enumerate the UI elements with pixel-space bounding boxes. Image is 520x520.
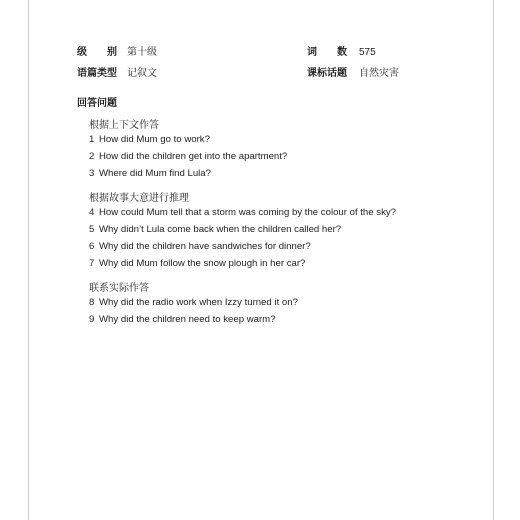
level-value: 第十级 (127, 47, 157, 58)
answer-questions-heading: 回答问题 (77, 98, 117, 109)
question-item: 5 Why didn’t Lula come back when the children called her? (89, 224, 342, 235)
words-label: 词 数 (307, 47, 347, 58)
genre-label: 语篇类型 (77, 68, 117, 79)
question-item: 3 Where did Mum find Lula? (89, 168, 211, 179)
question-item: 7 Why did Mum follow the snow plough in her car? (89, 258, 306, 269)
question-item: 6 Why did the children have sandwiches for dinner? (89, 241, 311, 252)
topic-label: 课标话题 (307, 68, 347, 79)
question-item: 4 How could Mum tell that a storm was coming by the colour of the sky? (89, 207, 396, 218)
section-title-context: 根据上下文作答 (89, 120, 159, 131)
words-value: 575 (359, 47, 376, 58)
topic-value: 自然灾害 (359, 68, 399, 79)
question-item: 2 How did the children get into the apartment? (89, 151, 288, 162)
level-label: 级 别 (77, 47, 117, 58)
section-title-inference: 根据故事大意进行推理 (89, 193, 189, 204)
question-item: 8 Why did the radio work when Izzy turned it on? (89, 297, 298, 308)
document-page (28, 0, 494, 520)
section-title-real-life: 联系实际作答 (89, 283, 149, 294)
question-item: 1 How did Mum go to work? (89, 134, 210, 145)
question-item: 9 Why did the children need to keep warm? (89, 314, 276, 325)
genre-value: 记叙文 (127, 68, 157, 79)
